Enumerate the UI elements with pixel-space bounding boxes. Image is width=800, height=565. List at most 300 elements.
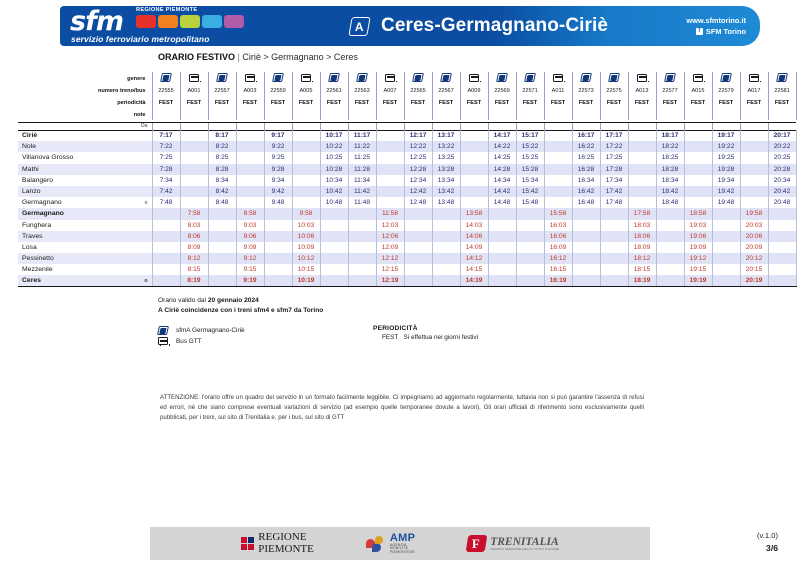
time-cell xyxy=(460,186,488,197)
table-row xyxy=(18,175,796,186)
regione-squares-icon xyxy=(241,537,255,551)
time-cell: 13:34 xyxy=(432,175,460,186)
time-cell: 18:22 xyxy=(656,141,684,152)
train-icon xyxy=(356,73,368,82)
time-cell: 20:09 xyxy=(740,242,768,253)
amp-sub-2: MOBILITÀ xyxy=(389,546,409,551)
time-cell xyxy=(768,231,796,242)
header-cell-periodicita-1: FEST xyxy=(180,96,208,109)
time-cell xyxy=(516,208,544,219)
sfm-wordmark: sfm xyxy=(70,6,123,37)
time-cell: 15:42 xyxy=(516,186,544,197)
da-cell-5 xyxy=(292,122,320,130)
bus-icon xyxy=(189,74,199,82)
time-cell: 12:22 xyxy=(404,141,432,152)
validity-notes xyxy=(158,296,800,316)
station-name: Villanova Grosso xyxy=(22,154,74,162)
time-cell: 20:28 xyxy=(768,164,796,175)
time-cell xyxy=(208,253,236,264)
header-cell-genere-1 xyxy=(180,72,208,85)
table-row xyxy=(18,231,796,242)
time-cell: 11:25 xyxy=(348,152,376,163)
amp-logo xyxy=(366,533,415,554)
station-marker xyxy=(116,208,152,219)
header-cell-genere-2 xyxy=(208,72,236,85)
header-cell-genere-5 xyxy=(292,72,320,85)
time-cell xyxy=(516,264,544,275)
validity-line xyxy=(158,296,800,306)
time-cell: 15:25 xyxy=(516,152,544,163)
row-label-periodicita: periodicità xyxy=(117,99,146,106)
time-cell: 9:19 xyxy=(236,275,264,286)
time-cell: 14:19 xyxy=(460,275,488,286)
time-cell xyxy=(572,208,600,219)
legend-bus-label: Bus GTT xyxy=(176,337,202,345)
bus-icon xyxy=(553,74,563,82)
header-cell-periodicita-13: FEST xyxy=(516,96,544,109)
time-cell xyxy=(264,242,292,253)
header-cell-genere-6 xyxy=(320,72,348,85)
time-cell xyxy=(460,175,488,186)
sfm-tagline: servizio ferroviario metropolitano xyxy=(71,34,210,44)
connections-line: A Ciriè coincidenze con i treni sfm4 e sfm7 da Torino xyxy=(158,307,324,315)
amp-name: AMP xyxy=(389,531,416,544)
row-label-genere: genere xyxy=(127,75,146,82)
time-cell: 16:17 xyxy=(572,130,600,141)
header-cell-numero-1: A001 xyxy=(180,85,208,96)
time-cell: 10:42 xyxy=(320,186,348,197)
da-cell-4 xyxy=(264,122,292,130)
train-icon xyxy=(216,73,228,82)
header-cell-periodicita-14: FEST xyxy=(544,96,572,109)
legend-row-train xyxy=(158,325,373,336)
time-cell: 16:19 xyxy=(544,275,572,286)
header-cell-numero-5: A005 xyxy=(292,85,320,96)
time-cell: 13:17 xyxy=(432,130,460,141)
time-cell: 8:09 xyxy=(180,242,208,253)
time-cell: 15:34 xyxy=(516,175,544,186)
time-cell xyxy=(712,231,740,242)
row-label-note: note xyxy=(133,111,146,118)
da-cell-3 xyxy=(236,122,264,130)
sfm-logo xyxy=(60,6,260,46)
time-cell: 10:09 xyxy=(292,242,320,253)
page-number: 3/6 xyxy=(766,543,778,554)
time-cell: 19:28 xyxy=(712,164,740,175)
header-cell-genere-19 xyxy=(684,72,712,85)
time-cell xyxy=(208,264,236,275)
time-cell xyxy=(600,231,628,242)
color-swatch-3 xyxy=(180,15,200,28)
time-cell: 8:19 xyxy=(180,275,208,286)
header-cell-note-14 xyxy=(544,109,572,120)
time-cell: 20:22 xyxy=(768,141,796,152)
timetable-sheet xyxy=(0,52,800,422)
da-cell-15 xyxy=(572,122,600,130)
time-cell xyxy=(460,197,488,208)
time-cell xyxy=(572,253,600,264)
header-cell-genere-16 xyxy=(600,72,628,85)
time-cell xyxy=(404,208,432,219)
header-cell-numero-17: A013 xyxy=(628,85,656,96)
time-cell xyxy=(376,186,404,197)
time-cell: 13:48 xyxy=(432,197,460,208)
time-cell xyxy=(320,264,348,275)
time-cell xyxy=(236,130,264,141)
legend-row-bus xyxy=(158,336,373,347)
train-icon xyxy=(412,73,424,82)
time-cell: 18:28 xyxy=(656,164,684,175)
time-cell xyxy=(712,264,740,275)
timetable-da-row xyxy=(18,122,796,130)
color-swatch-1 xyxy=(136,15,156,28)
da-cell-2 xyxy=(208,122,236,130)
header-cell-note-3 xyxy=(236,109,264,120)
time-cell xyxy=(572,264,600,275)
time-cell: 18:12 xyxy=(628,253,656,264)
header-cell-genere-18 xyxy=(656,72,684,85)
header-cell-periodicita-10: FEST xyxy=(432,96,460,109)
train-icon xyxy=(496,73,508,82)
time-cell xyxy=(320,253,348,264)
time-cell xyxy=(544,152,572,163)
time-cell xyxy=(768,208,796,219)
time-cell: 14:03 xyxy=(460,220,488,231)
header-cell-periodicita-16: FEST xyxy=(600,96,628,109)
time-cell: 8:58 xyxy=(236,208,264,219)
header-cell-periodicita-21: FEST xyxy=(740,96,768,109)
row-label-numero: numero treno/bus xyxy=(97,87,146,94)
time-cell xyxy=(152,253,180,264)
time-cell: 11:42 xyxy=(348,186,376,197)
regione-logo-text xyxy=(258,532,314,554)
time-cell: 17:28 xyxy=(600,164,628,175)
time-cell xyxy=(628,152,656,163)
time-cell xyxy=(656,208,684,219)
da-cell-20 xyxy=(712,122,740,130)
time-cell: 19:15 xyxy=(684,264,712,275)
time-cell xyxy=(208,231,236,242)
time-cell: 12:48 xyxy=(404,197,432,208)
train-icon xyxy=(664,73,676,82)
header-cell-note-4 xyxy=(264,109,292,120)
time-cell: 12:06 xyxy=(376,231,404,242)
time-cell: 10:12 xyxy=(292,253,320,264)
timetable-container xyxy=(18,72,800,287)
trenitalia-name: TRENITALIA xyxy=(490,535,559,548)
time-cell: 8:15 xyxy=(180,264,208,275)
timetable xyxy=(18,72,797,287)
header-cell-note-20 xyxy=(712,109,740,120)
time-cell: 9:48 xyxy=(264,197,292,208)
time-cell: 11:28 xyxy=(348,164,376,175)
da-cell-8 xyxy=(376,122,404,130)
table-row xyxy=(18,130,796,141)
time-cell xyxy=(348,220,376,231)
time-cell: 13:28 xyxy=(432,164,460,175)
header-cell-note-5 xyxy=(292,109,320,120)
header-cell-note-19 xyxy=(684,109,712,120)
trenitalia-subtitle: GRUPPO FERROVIE DELLO STATO ITALIANE xyxy=(490,547,560,551)
time-cell: 12:42 xyxy=(404,186,432,197)
header-cell-genere-9 xyxy=(404,72,432,85)
time-cell: 9:12 xyxy=(236,253,264,264)
header-cell-periodicita-3: FEST xyxy=(236,96,264,109)
time-cell xyxy=(292,197,320,208)
color-swatches xyxy=(136,15,244,28)
time-cell: 9:34 xyxy=(264,175,292,186)
time-cell: 13:42 xyxy=(432,186,460,197)
time-cell xyxy=(292,130,320,141)
time-cell: 18:42 xyxy=(656,186,684,197)
time-cell: 8:42 xyxy=(208,186,236,197)
time-cell xyxy=(684,186,712,197)
time-cell xyxy=(292,141,320,152)
time-cell xyxy=(320,242,348,253)
time-cell xyxy=(656,220,684,231)
facebook-link[interactable] xyxy=(686,26,746,37)
time-cell: 16:03 xyxy=(544,220,572,231)
time-cell xyxy=(292,175,320,186)
header-cell-periodicita-2: FEST xyxy=(208,96,236,109)
time-cell xyxy=(180,141,208,152)
train-icon xyxy=(776,73,788,82)
header-cell-genere-15 xyxy=(572,72,600,85)
time-cell xyxy=(516,220,544,231)
bus-icon xyxy=(749,74,759,82)
time-cell xyxy=(628,164,656,175)
time-cell: 14:25 xyxy=(488,152,516,163)
time-cell xyxy=(236,197,264,208)
table-row xyxy=(18,152,796,163)
header-cell-genere-3 xyxy=(236,72,264,85)
table-row xyxy=(18,197,796,208)
time-cell xyxy=(292,152,320,163)
time-cell: 14:28 xyxy=(488,164,516,175)
facebook-label: SFM Torino xyxy=(705,27,746,36)
time-cell: 10:28 xyxy=(320,164,348,175)
trenitalia-logo xyxy=(467,535,559,552)
time-cell xyxy=(208,208,236,219)
time-cell xyxy=(628,186,656,197)
time-cell xyxy=(712,253,740,264)
time-cell xyxy=(712,208,740,219)
station-name: Germagnano xyxy=(22,199,62,207)
header-cell-numero-2: 22557 xyxy=(208,85,236,96)
time-cell xyxy=(404,264,432,275)
time-cell: 9:06 xyxy=(236,231,264,242)
time-cell xyxy=(684,175,712,186)
time-cell: 9:58 xyxy=(292,208,320,219)
time-cell: 10:19 xyxy=(292,275,320,286)
da-cell-19 xyxy=(684,122,712,130)
time-cell xyxy=(768,242,796,253)
header-cell-note-18 xyxy=(656,109,684,120)
time-cell: 19:09 xyxy=(684,242,712,253)
time-cell xyxy=(768,253,796,264)
time-cell: 13:58 xyxy=(460,208,488,219)
train-icon xyxy=(608,73,620,82)
header-cell-genere-0 xyxy=(152,72,180,85)
header-cell-note-9 xyxy=(404,109,432,120)
time-cell xyxy=(208,220,236,231)
time-cell xyxy=(600,253,628,264)
header-cell-numero-12: 22569 xyxy=(488,85,516,96)
time-cell: 19:42 xyxy=(712,186,740,197)
trenitalia-mark-icon xyxy=(466,535,488,552)
da-cell-17 xyxy=(628,122,656,130)
time-cell: 7:58 xyxy=(180,208,208,219)
time-cell xyxy=(656,231,684,242)
station-name: Losa xyxy=(22,243,37,251)
time-cell xyxy=(628,130,656,141)
time-cell xyxy=(544,141,572,152)
header-cell-numero-11: A009 xyxy=(460,85,488,96)
header-cell-numero-10: 22567 xyxy=(432,85,460,96)
time-cell xyxy=(320,231,348,242)
time-cell: 17:17 xyxy=(600,130,628,141)
header-cell-numero-8: A007 xyxy=(376,85,404,96)
time-cell xyxy=(656,275,684,286)
time-cell xyxy=(544,197,572,208)
time-cell xyxy=(768,220,796,231)
website-link[interactable]: www.sfmtorino.it xyxy=(686,15,746,25)
amp-logo-text xyxy=(390,533,415,554)
station-name: Balangero xyxy=(22,176,53,184)
time-cell xyxy=(320,220,348,231)
time-cell: 16:42 xyxy=(572,186,600,197)
time-cell: 18:06 xyxy=(628,231,656,242)
time-cell xyxy=(684,152,712,163)
bus-icon xyxy=(693,74,703,82)
da-spacer xyxy=(18,122,116,130)
header-cell-periodicita-8: FEST xyxy=(376,96,404,109)
time-cell xyxy=(628,197,656,208)
header-cell-numero-0: 22555 xyxy=(152,85,180,96)
time-cell xyxy=(404,253,432,264)
table-row xyxy=(18,186,796,197)
time-cell xyxy=(684,130,712,141)
header-cell-numero-18: 22577 xyxy=(656,85,684,96)
station-name: Mezzenile xyxy=(22,266,53,274)
header-cell-genere-13 xyxy=(516,72,544,85)
station-name: Nole xyxy=(18,141,116,152)
header-cell-periodicita-0: FEST xyxy=(152,96,180,109)
time-cell xyxy=(656,253,684,264)
time-cell: 15:22 xyxy=(516,141,544,152)
time-cell xyxy=(348,242,376,253)
time-cell: 10:34 xyxy=(320,175,348,186)
time-cell xyxy=(460,164,488,175)
timetable-header-row-numero xyxy=(18,85,796,96)
time-cell: 8:03 xyxy=(180,220,208,231)
time-cell xyxy=(572,275,600,286)
header-cell-genere-20 xyxy=(712,72,740,85)
time-cell: 20:34 xyxy=(768,175,796,186)
da-cell-10 xyxy=(432,122,460,130)
header-cell-note-21 xyxy=(740,109,768,120)
route-title: Ceres-Germagnano-Ciriè xyxy=(381,15,609,36)
header-cell-numero-14: A011 xyxy=(544,85,572,96)
time-cell xyxy=(376,130,404,141)
time-cell: 10:48 xyxy=(320,197,348,208)
timetable-header-row-genere xyxy=(18,72,796,85)
table-row xyxy=(18,220,796,231)
time-cell: 14:42 xyxy=(488,186,516,197)
time-cell xyxy=(208,242,236,253)
time-cell: 16:12 xyxy=(544,253,572,264)
time-cell xyxy=(292,164,320,175)
bus-icon xyxy=(301,74,311,82)
bus-icon xyxy=(385,74,395,82)
time-cell xyxy=(740,130,768,141)
time-cell: 10:15 xyxy=(292,264,320,275)
da-cell-22 xyxy=(768,122,796,130)
attention-notice: ATTENZIONE: l'orario offre un quadro del servizio in un formato facilmente leggibile. Ci impegniamo ad aggiornarlo regolarmente, tuttavia non si può garantire l'assenza di refusi ed errori, né che siano comprese eventuali variazioni di servizio (ad esempio quelle temporanee dovute a lavori). Gli orari ufficiali di riferimento sono esclusivamente quelli pubblicati, per i treni, sul sito di Trenitalia e, per i bus, sul sito di GTT xyxy=(160,393,644,421)
table-row xyxy=(18,264,796,275)
time-cell: 14:09 xyxy=(460,242,488,253)
header-cell-numero-9: 22565 xyxy=(404,85,432,96)
time-cell: 14:22 xyxy=(488,141,516,152)
table-row xyxy=(18,164,796,175)
header-links xyxy=(686,15,760,37)
page-header xyxy=(60,6,760,46)
time-cell: 10:06 xyxy=(292,231,320,242)
train-icon xyxy=(720,73,732,82)
time-cell: 17:25 xyxy=(600,152,628,163)
time-cell xyxy=(600,275,628,286)
time-cell: 7:34 xyxy=(152,175,180,186)
time-cell xyxy=(572,242,600,253)
time-cell xyxy=(460,141,488,152)
time-cell xyxy=(264,208,292,219)
facebook-icon: f xyxy=(696,28,703,35)
header-cell-note-7 xyxy=(348,109,376,120)
time-cell xyxy=(152,208,180,219)
time-cell xyxy=(152,231,180,242)
regione-line-2: PIEMONTE xyxy=(258,542,314,555)
time-cell xyxy=(180,175,208,186)
time-cell xyxy=(180,152,208,163)
time-cell: 10:03 xyxy=(292,220,320,231)
train-icon xyxy=(524,73,536,82)
time-cell xyxy=(432,208,460,219)
amp-sub-3: PIEMONTESE xyxy=(389,549,416,554)
header-cell-periodicita-18: FEST xyxy=(656,96,684,109)
header-cell-genere-4 xyxy=(264,72,292,85)
time-cell: 14:15 xyxy=(460,264,488,275)
time-cell xyxy=(376,152,404,163)
time-cell xyxy=(376,175,404,186)
time-cell: 20:12 xyxy=(740,253,768,264)
time-cell: 14:48 xyxy=(488,197,516,208)
time-cell xyxy=(152,220,180,231)
header-cell-periodicita-7: FEST xyxy=(348,96,376,109)
trenitalia-logo-text xyxy=(490,536,559,551)
time-cell: 19:48 xyxy=(712,197,740,208)
time-cell: 20:19 xyxy=(740,275,768,286)
train-icon xyxy=(328,73,340,82)
time-cell: 11:22 xyxy=(348,141,376,152)
time-cell: 15:17 xyxy=(516,130,544,141)
time-cell xyxy=(544,164,572,175)
time-cell: 8:17 xyxy=(208,130,236,141)
header-cell-numero-15: 22573 xyxy=(572,85,600,96)
time-cell: 18:19 xyxy=(628,275,656,286)
da-cell-1 xyxy=(180,122,208,130)
da-cell-13 xyxy=(516,122,544,130)
time-cell xyxy=(712,275,740,286)
